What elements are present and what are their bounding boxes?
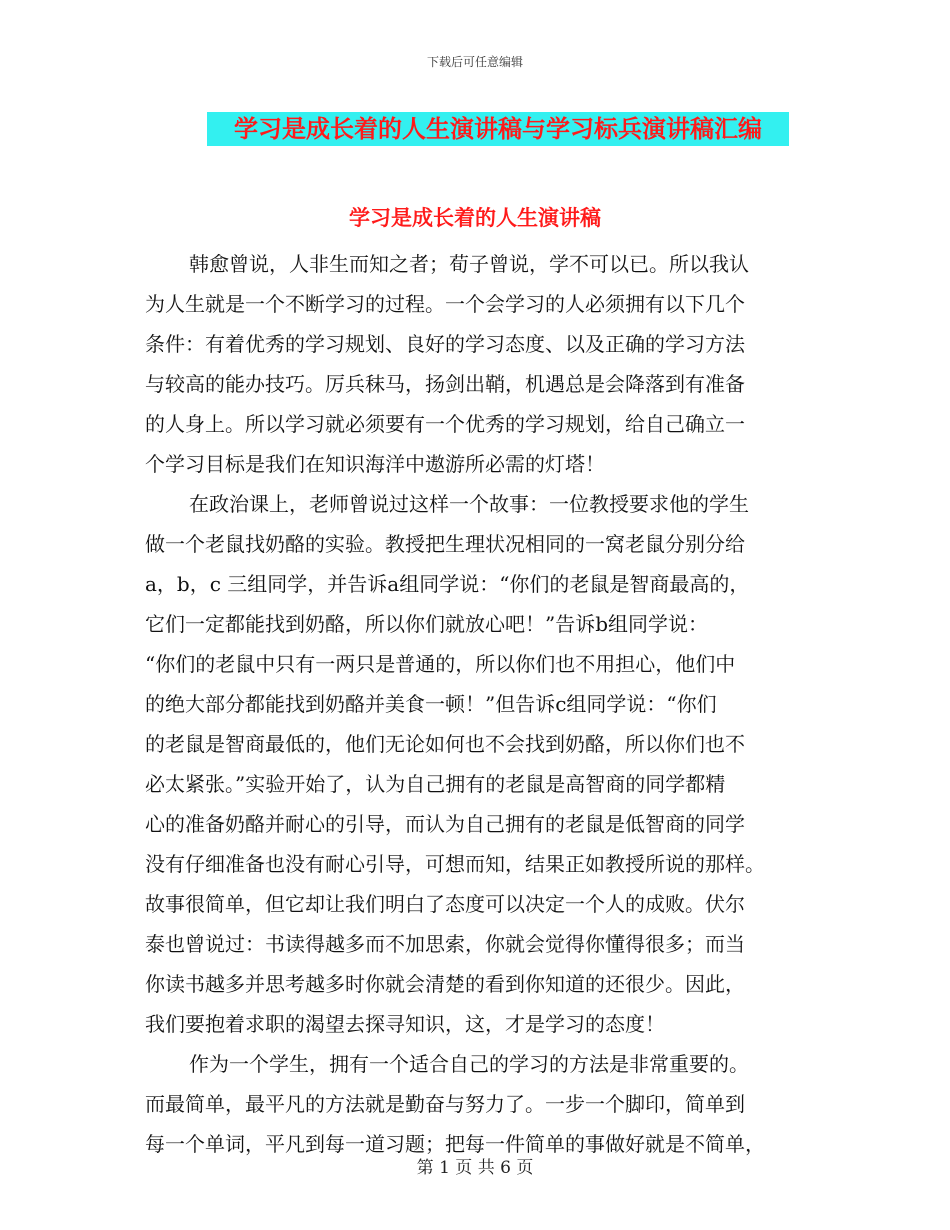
- text-line: 作为一个学生，拥有一个适合自己的学习的方法是非常重要的。: [189, 1052, 749, 1076]
- text-line: “你们的老鼠中只有一两只是普通的，所以你们也不用担心，他们中: [145, 652, 736, 676]
- text-line: 的绝大部分都能找到奶酪并美食一顿！”但告诉c组同学说：“你们: [145, 692, 717, 716]
- text-line: 做一个老鼠找奶酪的实验。教授把生理状况相同的一窝老鼠分别分给: [145, 532, 745, 556]
- text-line: 泰也曾说过：书读得越多而不加思索，你就会觉得你懂得很多；而当: [145, 932, 745, 956]
- text-line: a，b，c 三组同学，并告诉a组同学说：“你们的老鼠是智商最高的，: [145, 572, 750, 596]
- text-line: 每一个单词，平凡到每一道习题；把每一件简单的事做好就是不简单，: [145, 1132, 765, 1156]
- text-line: 与较高的能办技巧。厉兵秣马，扬剑出鞘，机遇总是会降落到有准备: [145, 372, 745, 396]
- text-line: 的老鼠是智商最低的，他们无论如何也不会找到奶酪，所以你们也不: [145, 732, 745, 756]
- document-title: 学习是成长着的人生演讲稿与学习标兵演讲稿汇编: [207, 112, 789, 146]
- text-line: 没有仔细准备也没有耐心引导，可想而知，结果正如教授所说的那样。: [145, 852, 765, 876]
- header-note: 下载后可任意编辑: [426, 55, 523, 69]
- text-line: 在政治课上，老师曾说过这样一个故事：一位教授要求他的学生: [189, 492, 749, 516]
- text-line: 为人生就是一个不断学习的过程。一个会学习的人必须拥有以下几个: [145, 292, 745, 316]
- text-line: 条件：有着优秀的学习规划、良好的学习态度、以及正确的学习方法: [145, 332, 745, 356]
- body-text: [145, 244, 817, 1164]
- text-line: 心的准备奶酪并耐心的引导，而认为自己拥有的老鼠是低智商的同学: [145, 812, 745, 836]
- text-line: 你读书越多并思考越多时你就会清楚的看到你知道的还很少。因此，: [145, 972, 745, 996]
- text-line: 必太紧张。”实验开始了，认为自己拥有的老鼠是高智商的同学都精: [145, 772, 726, 796]
- text-line: 韩愈曾说，人非生而知之者；荀子曾说，学不可以已。所以我认: [189, 252, 749, 276]
- text-line: 它们一定都能找到奶酪，所以你们就放心吧！”告诉b组同学说：: [145, 612, 709, 636]
- section-title: 学习是成长着的人生演讲稿: [349, 206, 601, 230]
- text-line: 个学习目标是我们在知识海洋中遨游所必需的灯塔！: [145, 452, 605, 476]
- text-line: 的人身上。所以学习就必须要有一个优秀的学习规划，给自己确立一: [145, 412, 745, 436]
- text-line: 我们要抱着求职的渴望去探寻知识，这，才是学习的态度！: [145, 1012, 665, 1036]
- text-line: 而最简单，最平凡的方法就是勤奋与努力了。一步一个脚印，简单到: [145, 1092, 745, 1116]
- page-number: 第 1 页 共 6 页: [416, 1158, 534, 1178]
- text-line: 故事很简单，但它却让我们明白了态度可以决定一个人的成败。伏尔: [145, 892, 745, 916]
